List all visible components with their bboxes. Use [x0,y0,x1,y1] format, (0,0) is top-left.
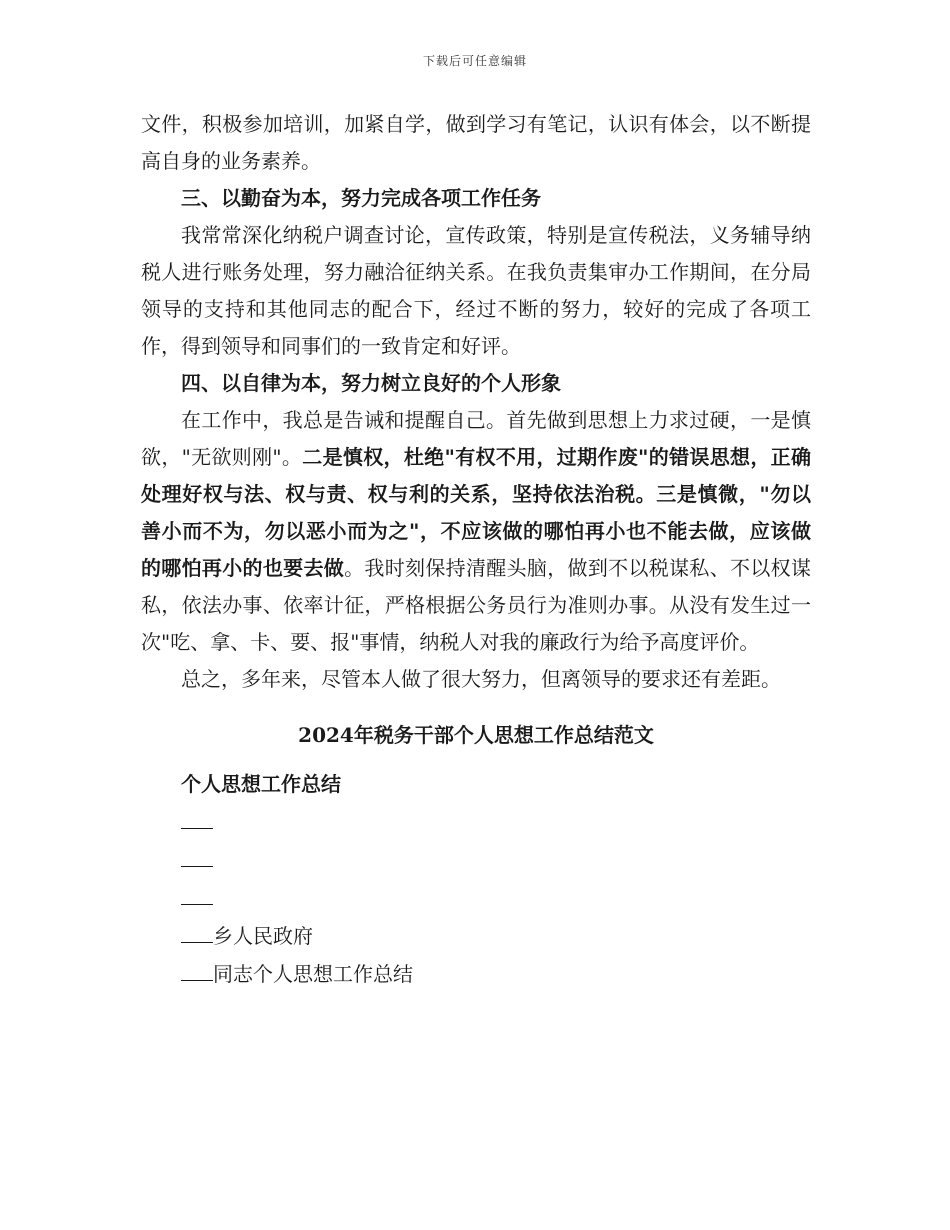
document-subtitle: 个人思想工作总结 [181,772,341,796]
blank-underline [181,882,213,905]
paragraph-text-bold: 二是慎权，杜绝"有权不用，过期作废"的错误思想，正确处理好权与法、权与责、权与利的关系，坚持依法治税。三是慎微，"勿以善小而不为，勿以恶小而为之"，不应该做的哪怕再小也不能去做，应该做的哪怕再小的也要去做 [141,445,811,580]
section-heading-4: 四、以自律为本，努力树立良好的个人形象 [181,371,561,395]
comrade-text: 同志个人思想工作总结 [213,962,413,986]
blank-line [141,841,811,879]
paragraph-section-3: 我常常深化纳税户调查讨论，宣传政策，特别是宣传税法，义务辅导纳税人进行账务处理，努力融洽征纳关系。在我负责集审办工作期间，在分局领导的支持和其他同志的配合下，经过不断的努力，较好的完成了各项工作，得到领导和同事们的一致肯定和好评。 [141,223,811,358]
blank-line [141,803,811,841]
township-line [141,917,811,955]
paragraph-section-4 [141,402,811,661]
blank-underline [181,958,213,981]
paragraph-text-regular: 。我时刻保持清醒头脑，做到不以税谋私、不以权谋私，依法办事、依率计征，严格根据公务员行为准则办事。从没有发生过一次"吃、拿、卡、要、报"事情，纳税人对我的廉政行为给予高度评价。 [141,556,811,654]
blank-line [141,879,811,917]
comrade-line [141,955,811,993]
page-header: 下载后可任意编辑 [422,54,527,68]
township-text: 乡人民政府 [213,924,313,948]
blank-underline [181,844,213,867]
document-body [141,106,811,993]
paragraph-conclusion: 总之，多年来，尽管本人做了很大努力，但离领导的要求还有差距。 [181,667,781,691]
section-heading-3: 三、以勤奋为本，努力完成各项工作任务 [181,186,541,210]
blank-underline [181,806,213,829]
blank-underline [181,920,213,943]
paragraph-text-regular: 在工作中，我总是告诫和提醒自己。首先做到思想上力求过硬，一是慎欲，"无欲则刚"。 [141,408,811,469]
document-title: 2024年税务干部个人思想工作总结范文 [298,723,654,747]
paragraph-continuation: 文件，积极参加培训，加紧自学，做到学习有笔记，认识有体会，以不断提高自身的业务素养。 [141,112,811,173]
